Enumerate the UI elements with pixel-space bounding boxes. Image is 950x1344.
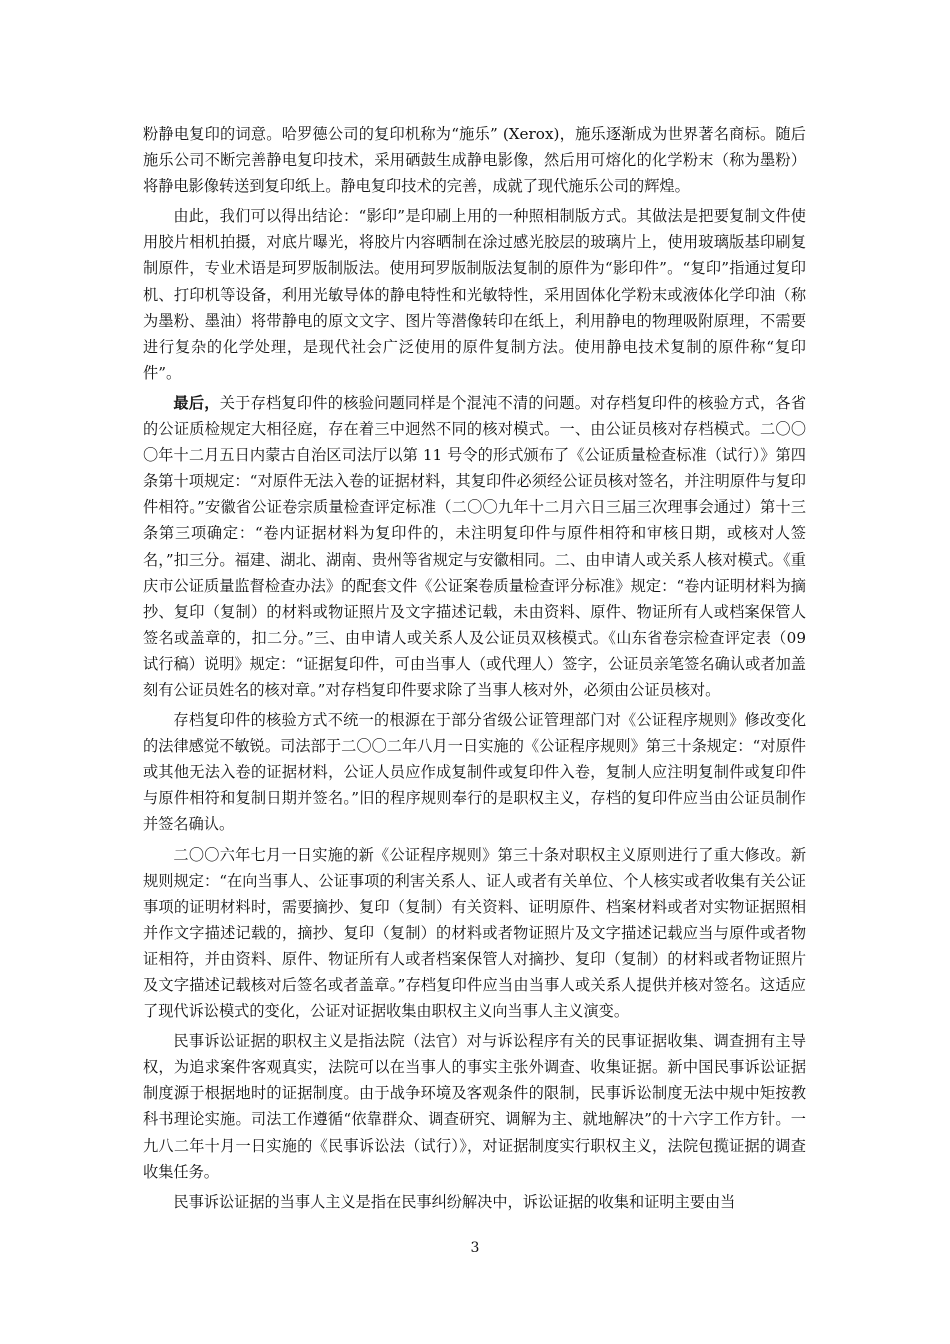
paragraph-verification-root-cause: 存档复印件的核验方式不统一的根源在于部分省级公证管理部门对《公证程序规则》修改变化的法律感觉不敏锐。司法部于二〇〇二年八月一日实施的《公证程序规则》第三十条规定：“对原件或其他无法入卷的证据材料，公证人员应作成复制件或复印件入卷，复制人应注明复制件或复印件与原件相符和复制日期并签名。”旧的程序规则奉行的是职权主义，存档的复印件应当由公证员制作并签名确认。: [143, 711, 806, 834]
paragraph-authority-principle: 民事诉讼证据的职权主义是指法院（法官）对与诉讼程序有关的民事证据收集、调查拥有主导权，为追求案件客观真实，法院可以在当事人的事实主张外调查、收集证据。新中国民事诉讼证据制度源于根据地时的证据制度。由于战争环境及客观条件的限制，民事诉讼制度无法中规中矩按教科书理论实施。司法工作遵循“依靠群众、调查研究、调解为主、就地解决”的十六字工作方针。一九八二年十月一日实施的《民事诉讼法（试行）》，对证据制度实行职权主义，法院包揽证据的调查收集任务。: [143, 1032, 806, 1181]
bold-lead-finally: 最后，: [173, 393, 220, 412]
document-body: [143, 121, 806, 1219]
paragraph-conclusion-yingyin-fuyin: 由此，我们可以得出结论：“影印”是印刷上用的一种照相制版方式。其做法是把要复制文件使用胶片相机拍摄，对底片曝光，将胶片内容晒制在涂过感光胶层的玻璃片上，使用玻璃版基印刷复制原件，专业术语是珂罗版制版法。使用珂罗版制版法复制的原件为“影印件”。“复印”指通过复印机、打印机等设备，利用光敏导体的静电特性和光敏特性，采用固体化学粉末或液体化学印油（称为墨粉、墨油）将带静电的原文文字、图片等潜像转印在纸上，利用静电的物理吸附原理，不需要进行复杂的化学处理，是现代社会广泛使用的原件复制方法。使用静电技术复制的原件称“复印件”。: [143, 207, 806, 382]
paragraph-2006-rules: 二〇〇六年七月一日实施的新《公证程序规则》第三十条对职权主义原则进行了重大修改。新规则规定：“在向当事人、公证事项的利害关系人、证人或者有关单位、个人核实或者收集有关公证事项的证明材料时，需要摘抄、复印（复制）有关资料、证明原件、档案材料或者对实物证据照相并作文字描述记载的，摘抄、复印（复制）的材料或者物证照片及文字描述记载应当与原件或者物证相符，并由资料、原件、物证所有人或者档案保管人对摘抄、复印（复制）的材料或者物证照片及文字描述记载核对后签名或者盖章。”存档复印件应当由当事人或关系人提供并核对签名。这适应了现代诉讼模式的变化，公证对证据收集由职权主义向当事人主义演变。: [143, 845, 806, 1021]
paragraph-party-principle: 民事诉讼证据的当事人主义是指在民事纠纷解决中，诉讼证据的收集和证明主要由当: [173, 1192, 736, 1211]
paragraph-xerox-history: 粉静电复印的词意。哈罗德公司的复印机称为“施乐” (Xerox)，施乐逐渐成为世界著名商标。随后施乐公司不断完善静电复印技术，采用硒鼓生成静电影像，然后用可熔化的化学粉末（称为墨粉）将静电影像转送到复印纸上。静电复印技术的完善，成就了现代施乐公司的辉煌。: [143, 125, 806, 196]
page-number: 3: [470, 1240, 480, 1256]
paragraph-verification-modes-text: 关于存档复印件的核验问题同样是个混沌不清的问题。对存档复印件的核验方式，各省的公证质检规定大相径庭，存在着三中迥然不同的核对模式。一、由公证员核对存档模式。二〇〇〇年十二月五日内蒙古自治区司法厅以第 11 号令的形式颁布了《公证质量检查标准（试行）》第四条第十项规定：“对原件无法入卷的证据材料，其复印件必须经公证员核对签名，并注明原件与复印件相符。”安徽省公证卷宗质量检查评定标准（二〇〇九年十二月六日三届三次理事会通过）第十三条第三项确定：“卷内证据材料为复印件的，未注明复印件与原件相符和审核日期，或核对人签名，”扣三分。福建、湖北、湖南、贵州等省规定与安徽相同。二、由申请人或关系人核对模式。《重庆市公证质量监督检查办法》的配套文件《公证案卷质量检查评分标准》规定：“卷内证明材料为摘抄、复印（复制）的材料或物证照片及文字描述记载，未由资料、原件、物证所有人或档案保管人签名或盖章的，扣二分。”三、由申请人或关系人及公证员双核模式。《山东省卷宗检查评定表（09 试行稿）说明》规定：“证据复印件，可由当事人（或代理人）签字，公证员亲笔签名确认或者加盖刻有公证员姓名的核对章。”对存档复印件要求除了当事人核对外，必须由公证员核对。: [143, 393, 807, 699]
paragraph-verification-modes: [143, 390, 806, 703]
